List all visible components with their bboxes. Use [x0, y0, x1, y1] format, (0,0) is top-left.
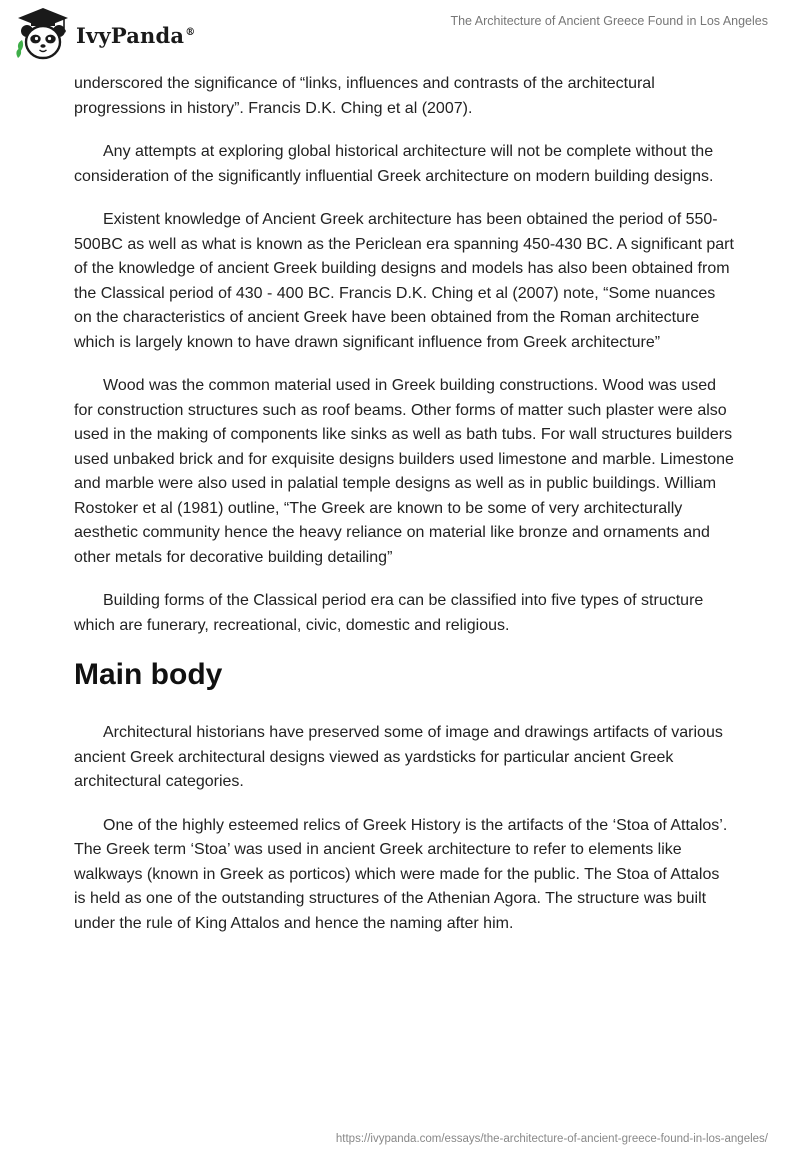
paragraph: Building forms of the Classical period era can be classified into five types of structure which are funerary, recreational, civic, domestic and religious.	[74, 592, 704, 634]
registered-mark: ®	[185, 26, 196, 38]
panda-graduate-icon	[14, 6, 72, 62]
paragraph: Architectural historians have preserved some of image and drawings artifacts of various ancient Greek architectural designs viewed as yardsticks for particular ancient Greek architectural categories.	[74, 724, 723, 790]
paragraph: Existent knowledge of Ancient Greek architecture has been obtained the period of 550-500BC as well as what is known as the Periclean era spanning 450-430 BC. A significant part of the knowledge of ancient Greek building designs and models has also been obtained from the Classical period of 430 - 400 BC. Francis D.K. Ching et al (2007) note, “Some nuances on the characteristics of ancient Greek have been obtained from the Roman architecture which is largely known to have drawn significant influence from Greek architecture”	[74, 211, 734, 351]
page-header	[0, 0, 800, 70]
paragraph: One of the highly esteemed relics of Greek History is the artifacts of the ‘Stoa of Attalos’. The Greek term ‘Stoa’ was used in ancient Greek architecture to refer to elements like walkways (known in Greek as porticos) which were made for the public. The Stoa of Attalos is held as one of the outstanding structures of the Athenian Agora. The structure was built under the rule of King Attalos and hence the naming after him.	[74, 816, 728, 932]
paragraph: Wood was the common material used in Greek building constructions. Wood was used for construction structures such as roof beams. Other forms of matter such plaster were also used in the making of components like sinks as well as bath tubs. For wall structures builders used unbaked brick and for exquisite designs builders used limestone and marble. Limestone and marble were also used in palatial temple designs as well as in public buildings. William Rostoker et al (1981) outline, “The Greek are known to be some of very architecturally aesthetic community hence the heavy reliance on material like bronze and ornaments and other metals for decorative building detailing”	[74, 377, 734, 566]
ivypanda-logo[interactable]	[14, 6, 195, 62]
source-url[interactable]: https://ivypanda.com/essays/the-architecture-of-ancient-greece-found-in-los-angeles/	[335, 1133, 768, 1145]
section-heading-main-body: Main body	[74, 658, 223, 691]
paragraph-continued: underscored the significance of “links, influences and contrasts of the architectural progressions in history”. Francis D.K. Ching et al (2007).	[74, 75, 655, 117]
essay-content	[74, 72, 734, 955]
paragraph: Any attempts at exploring global historical architecture will not be complete without the consideration of the significantly influential Greek architecture on modern building designs.	[74, 143, 714, 185]
document-title: The Architecture of Ancient Greece Found in Los Angeles	[450, 14, 768, 28]
brand-name: IvyPanda®	[76, 22, 196, 48]
